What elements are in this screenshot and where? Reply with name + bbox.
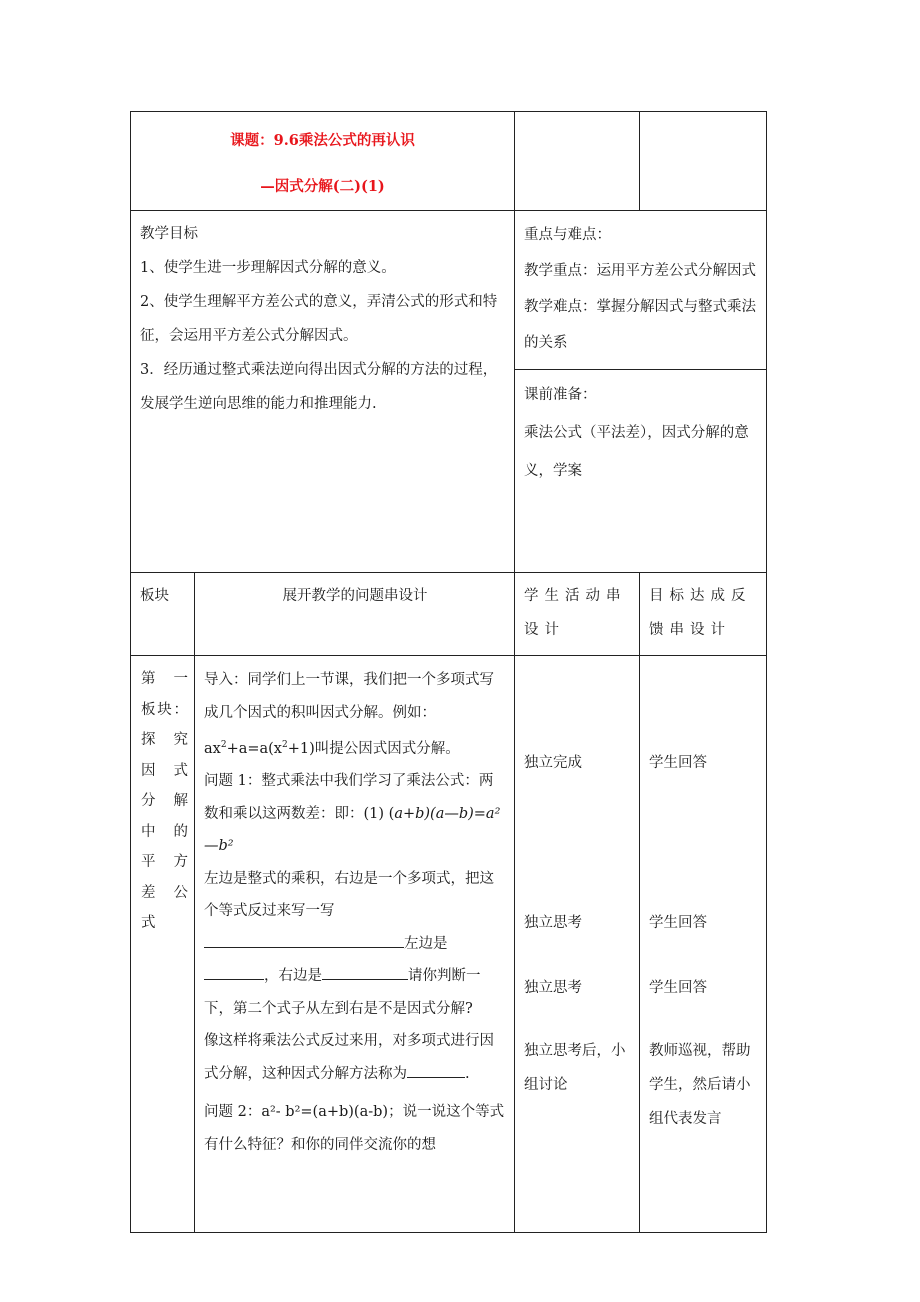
section1-design <box>195 656 515 1233</box>
section-label-char: 因 式 <box>141 762 188 779</box>
question-1-text4: ，右边是 请你判断一下，第二个式子从左到右是不是因式分解? <box>204 960 506 1025</box>
blank-header-cell-2 <box>640 112 767 211</box>
section-label-char: 差 公 <box>141 884 188 901</box>
lesson-plan-table <box>130 111 767 1233</box>
intro-text: 导入：同学们上一节课，我们把一个多项式写成几个因式的积叫因式分解。例如：$ax^2+a=a(x^2+1)$叫提公因式因式分解。 <box>204 672 494 757</box>
section1-label <box>131 656 195 1233</box>
section-label-char: 中 的 <box>141 823 188 840</box>
feedback-1: 学生回答 <box>649 755 708 771</box>
difficulty: 教学难点：掌握分解因式与整式乘法的关系 <box>524 299 757 351</box>
section-label-char: 式 <box>141 915 156 931</box>
objective-item-2: 2、使学生理解平方差公式的意义，弄清公式的形式和特征，会运用平方差公式分解因式。 <box>140 294 498 344</box>
student-activity-3: 独立思考 <box>524 980 583 996</box>
col-header-section: 板块 <box>131 573 195 656</box>
objectives-heading: 教学目标 <box>140 226 198 242</box>
feedback-4: 教师巡视，帮助学生，然后请小组代表发言 <box>649 1043 751 1127</box>
answer-blank-3[interactable] <box>322 963 408 980</box>
section1-feedback <box>640 656 767 1233</box>
lesson-title-cell <box>131 112 515 211</box>
col-header-design: 展开教学的问题串设计 <box>195 573 515 656</box>
objective-item-1: 1、使学生进一步理解因式分解的意义。 <box>140 260 396 276</box>
focus-cell <box>515 211 767 370</box>
feedback-3: 学生回答 <box>649 980 708 996</box>
section-label-char: 分 解 <box>141 793 188 809</box>
question-2: 问题 2：a²- b²=(a+b)(a-b)；说一说这个等式有什么特征？和你的同伴交流你的想 <box>204 1104 505 1153</box>
lesson-title-line2: —因式分解(二)(1) <box>260 178 385 195</box>
key-point: 教学重点：运用平方差公式分解因式 <box>524 263 757 279</box>
section1-row <box>131 656 767 1233</box>
title-row <box>131 112 767 211</box>
preparation-heading: 课前准备： <box>524 387 597 403</box>
student-activity-2: 独立思考 <box>524 915 583 931</box>
blank-header-cell-1 <box>515 112 640 211</box>
col-header-feedback: 目标达成反馈串设计 <box>640 573 767 656</box>
preparation-cell <box>515 370 767 573</box>
student-activity-4: 独立思考后，小组讨论 <box>524 1043 626 1093</box>
answer-blank-4[interactable] <box>407 1061 465 1078</box>
objective-item-3: 3．经历通过整式乘法逆向得出因式分解的方法的过程，发展学生逆向思维的能力和推理能力. <box>140 362 498 412</box>
feedback-2: 学生回答 <box>649 915 708 931</box>
focus-heading: 重点与难点： <box>524 227 612 243</box>
section-label-char: 第 一 <box>141 671 188 687</box>
answer-blank-2[interactable] <box>204 963 264 980</box>
col-header-student: 学生活动串设计 <box>515 573 640 656</box>
objectives-focus-row <box>131 211 767 370</box>
section-label-char: 探 究 <box>141 732 188 748</box>
objectives-cell <box>131 211 515 573</box>
student-activity-1: 独立完成 <box>524 755 583 771</box>
question-1-text3: 左边是 <box>204 928 506 961</box>
question-1-text2: 左边是整式的乘积，右边是一个多项式，把这个等式反过来写一写 <box>204 870 494 920</box>
section-label-char: 平 方 <box>141 854 188 870</box>
section-label-char: 板块： <box>141 701 188 718</box>
question-1-text6: 像这样将乘法公式反过来用，对多项式进行因式分解，这种因式分解方法称为 . <box>204 1033 494 1082</box>
answer-blank-1[interactable] <box>204 931 404 948</box>
preparation-content: 乘法公式（平法差），因式分解的意义，学案 <box>524 425 749 479</box>
column-header-row <box>131 573 767 656</box>
lesson-title-line1: 课题：9.6乘法公式的再认识 <box>230 132 415 149</box>
q1-formula: a+b)(a—b)=a²—b² <box>204 805 501 855</box>
section1-student <box>515 656 640 1233</box>
question-1: 问题 1：整式乘法中我们学习了乘法公式：两数和乘以这两数差：即：(1) (a+b)(a—b)=a²—b² <box>204 773 501 855</box>
